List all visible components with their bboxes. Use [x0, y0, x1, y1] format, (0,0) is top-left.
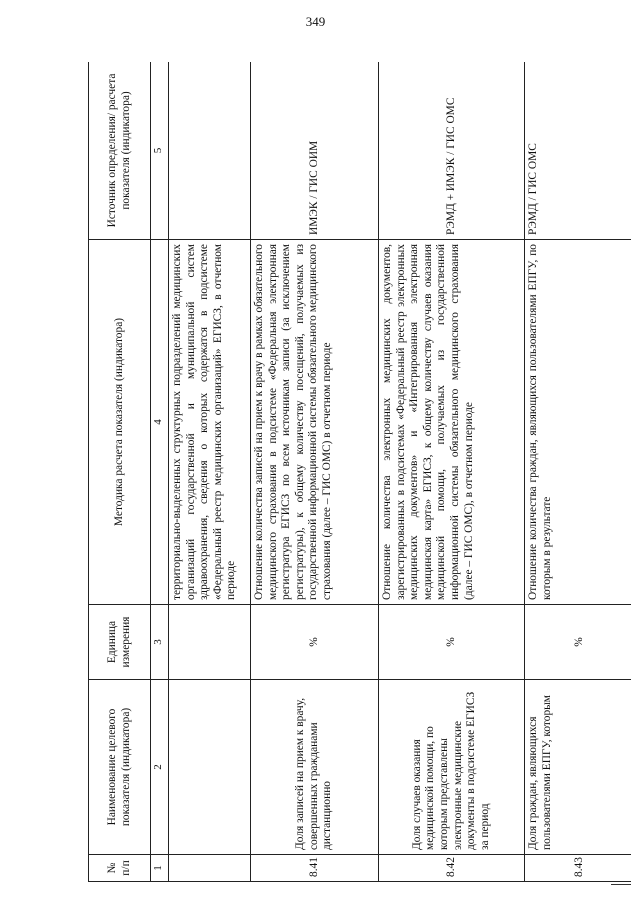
row-source: РЭМД / ГИС ОМС [525, 62, 631, 240]
row-source [169, 62, 251, 240]
rotated-table [88, 62, 631, 882]
column-number-row [151, 62, 169, 882]
column-number: 5 [151, 62, 169, 240]
column-number: 3 [151, 605, 169, 680]
table-frame [88, 62, 631, 882]
table-row [379, 62, 525, 882]
column-number: 4 [151, 240, 169, 605]
row-no: 8.43 [525, 855, 631, 882]
header-name: Наименование целевого показателя (индикатора) [89, 680, 151, 855]
page-edge-mark [611, 884, 631, 885]
row-method: территориально-выделенных структурных подразделений медицинских организаций государственной и муниципальной систем здравоохранения, сведения о которых содержатся в подсистеме «Федеральный реестр медицинских организаций» ЕГИСЗ, в отчетном периоде [169, 240, 251, 605]
row-no: 8.42 [379, 855, 525, 882]
table-row [525, 62, 631, 882]
row-no: 8.41 [251, 855, 379, 882]
row-method: Отношение количества электронных медицинских документов, зарегистрированных в подсистемах «Федеральный реестр электронных медицинских документов» и «Интегрированная электронная медицинская карта» ЕГИСЗ, к общему количеству случаев оказания медицинской помощи, получаемых из государственной информационной системы обязательного медицинского страхования (далее – ГИС ОМС), в отчетном периоде [379, 240, 525, 605]
row-unit: % [379, 605, 525, 680]
row-source: ИМЭК / ГИС ОИМ [251, 62, 379, 240]
row-name: Доля случаев оказания медицинской помощи, по которым представлены электронные медицинские документы в подсистеме ЕГИСЗ за период [379, 680, 525, 855]
header-source: Источник определения/ расчета показателя (индикатора) [89, 62, 151, 240]
column-number: 1 [151, 855, 169, 882]
row-unit: % [251, 605, 379, 680]
table-row [251, 62, 379, 882]
page-number: 349 [305, 14, 326, 29]
row-name: Доля граждан, являющихся пользователями ЕПГУ, которым [525, 680, 631, 855]
row-no [169, 855, 251, 882]
row-name [169, 680, 251, 855]
header-row [89, 62, 151, 882]
column-number: 2 [151, 680, 169, 855]
header-no: № п/п [89, 855, 151, 882]
row-method: Отношение количества граждан, являющихся пользователями ЕПГУ, по которым в результате [525, 240, 631, 605]
row-name: Доля записей на прием к врачу, совершенных гражданами дистанционно [251, 680, 379, 855]
row-source: РЭМД + ИМЭК / ГИС ОМС [379, 62, 525, 240]
header-method: Методика расчета показателя (индикатора) [89, 240, 151, 605]
table-row [169, 62, 251, 882]
header-unit: Единица измерения [89, 605, 151, 680]
indicator-table [88, 62, 631, 882]
row-unit: % [525, 605, 631, 680]
row-unit [169, 605, 251, 680]
row-method: Отношение количества записей на прием к врачу в рамках обязательного медицинского страхования в подсистеме «Федеральная электронная регистратура ЕГИСЗ по всем источникам записи (за исключением регистратуры), к общему количеству посещений, получаемых из государственной информационной системы обязательного медицинского страхования (далее – ГИС ОМС) в отчетном периоде [251, 240, 379, 605]
